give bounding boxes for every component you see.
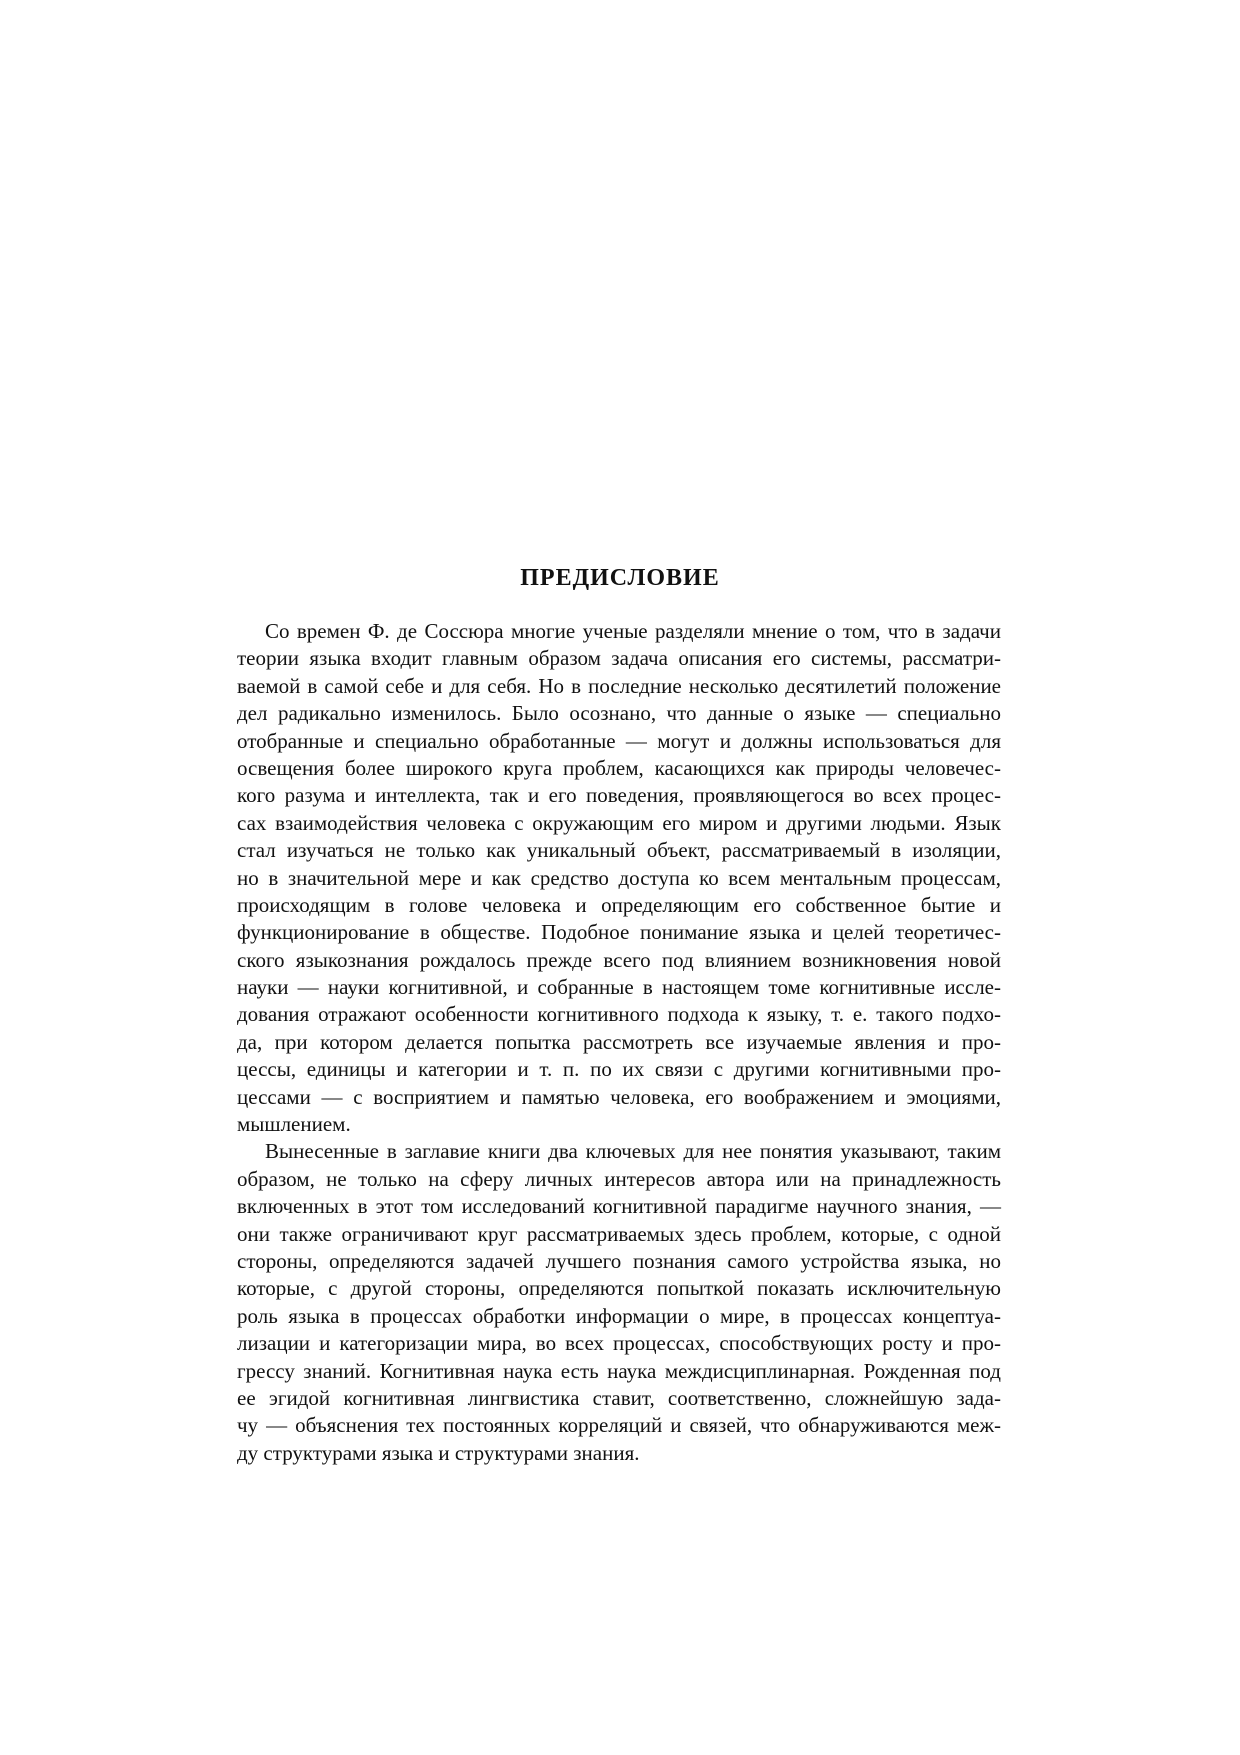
text-line: науки — науки когнитивной, и собранные в настоящем томе когнитивные иссле- (237, 975, 1001, 1000)
paragraph-2 (237, 1138, 1001, 1467)
text-line: Вынесенные в заглавие книги два ключевых для нее понятия указывают, таким (265, 1139, 1001, 1164)
text-line: сах взаимодействия человека с окружающим его миром и другими людьми. Язык (237, 810, 1001, 835)
text-line: цессы, единицы и категории и т. п. по их связи с другими когнитивными про- (237, 1057, 1001, 1082)
text-line: стал изучаться не только как уникальный объект, рассматриваемый в изоляции, (237, 838, 1001, 863)
text-line: теории языка входит главным образом задача описания его системы, рассматри- (237, 646, 1001, 671)
text-line: функционирование в обществе. Подобное понимание языка и целей теоретичес- (237, 920, 1001, 945)
text-line: образом, не только на сферу личных интересов автора или на принадлежность (237, 1166, 1001, 1191)
text-line: лизации и категоризации мира, во всех процессах, способствующих росту и про- (237, 1331, 1001, 1356)
text-line: стороны, определяются задачей лучшего познания самого устройства языка, но (237, 1248, 1001, 1273)
text-line: включенных в этот том исследований когнитивной парадигме научного знания, — (237, 1194, 1001, 1219)
paragraph-1 (237, 618, 1001, 1138)
text-line: ваемой в самой себе и для себя. Но в последние несколько десятилетий положение (237, 673, 1001, 698)
text-line: дел радикально изменилось. Было осознано, что данные о языке — специально (237, 701, 1001, 726)
text-line: но в значительной мере и как средство доступа ко всем ментальным процессам, (237, 865, 1001, 890)
page-title: ПРЕДИСЛОВИЕ (520, 565, 720, 591)
preface-body (237, 618, 1001, 1467)
text-line: ского языкознания рождалось прежде всего под влиянием возникновения новой (237, 947, 1001, 972)
text-line: отобранные и специально обработанные — могут и должны использоваться для (237, 728, 1001, 753)
text-line: освещения более широкого круга проблем, касающихся как природы человечес- (237, 755, 1001, 780)
text-line: ду структурами языка и структурами знания. (237, 1440, 640, 1465)
text-line: происходящим в голове человека и определяющим его собственное бытие и (237, 892, 1001, 917)
text-line: дования отражают особенности когнитивного подхода к языку, т. е. такого подхо- (237, 1002, 1001, 1027)
text-line: роль языка в процессах обработки информации о мире, в процессах концептуа- (237, 1303, 1001, 1328)
text-line: Со времен Ф. де Соссюра многие ученые разделяли мнение о том, что в задачи (265, 619, 1001, 643)
text-line: цессами — с восприятием и памятью человека, его воображением и эмоциями, (237, 1084, 1001, 1109)
text-line: да, при котором делается попытка рассмотреть все изучаемые явления и про- (237, 1029, 1001, 1054)
text-line: чу — объяснения тех постоянных корреляций и связей, что обнаруживаются меж- (237, 1413, 1001, 1438)
text-line: мышлением. (237, 1112, 351, 1137)
text-line: кого разума и интеллекта, так и его поведения, проявляющегося во всех процес- (237, 783, 1001, 808)
text-line: которые, с другой стороны, определяются попыткой показать исключительную (237, 1276, 1001, 1301)
text-line: грессу знаний. Когнитивная наука есть наука междисциплинарная. Рожденная под (237, 1358, 1001, 1383)
text-line: ее эгидой когнитивная лингвистика ставит, соответственно, сложнейшую зада- (237, 1385, 1001, 1410)
text-line: они также ограничивают круг рассматриваемых здесь проблем, которые, с одной (237, 1221, 1001, 1246)
